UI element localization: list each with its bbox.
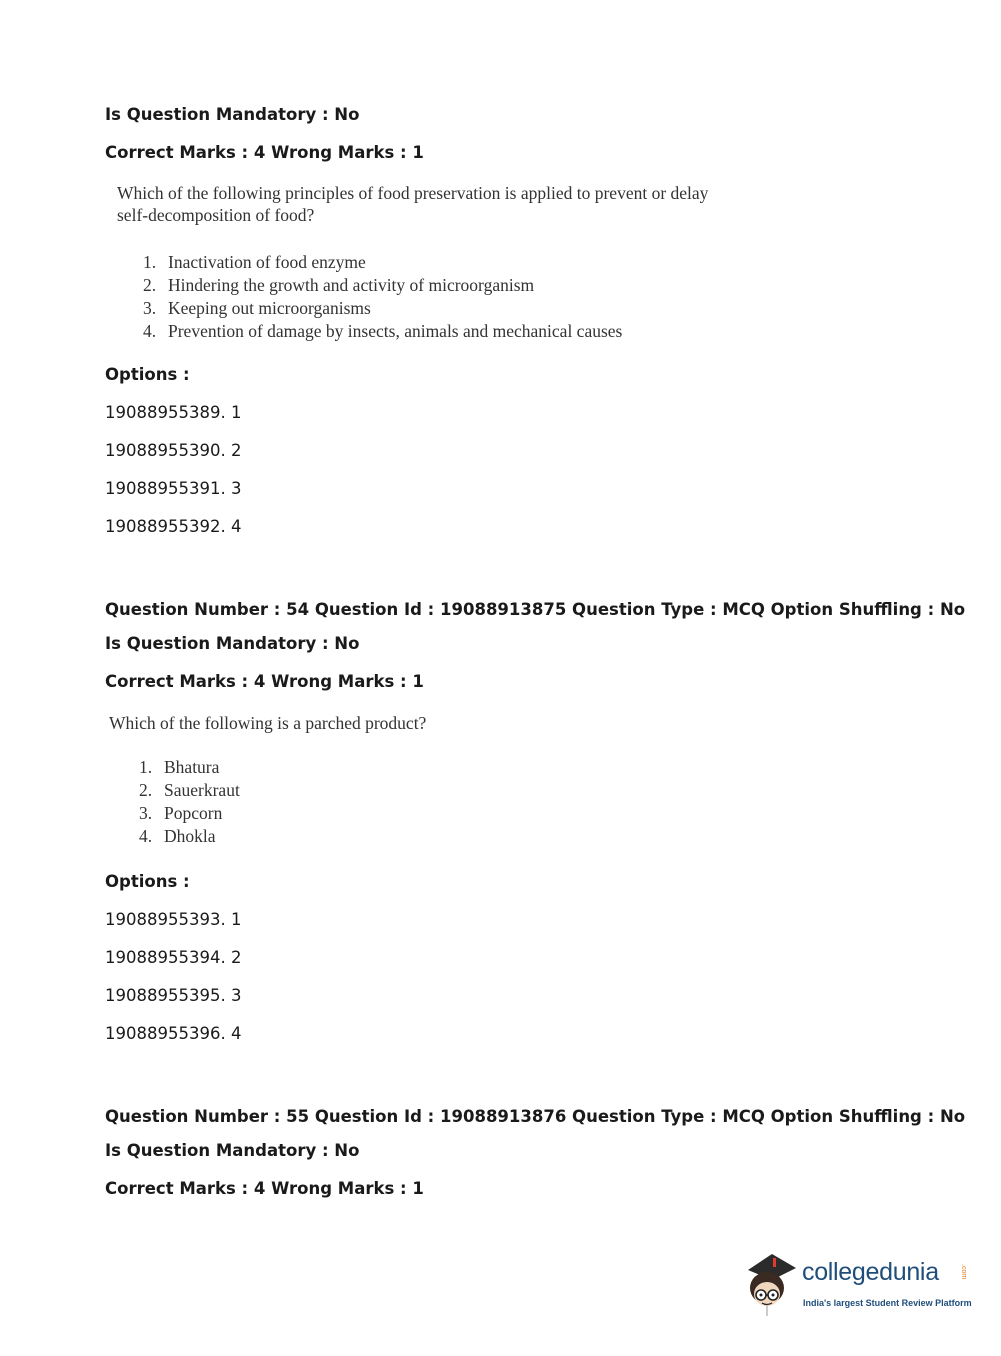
q54-options-label: Options : <box>105 872 190 891</box>
q54-question-image <box>109 712 426 848</box>
q53-stem-line1: Which of the following principles of food preservation is applied to prevent or delay <box>117 183 709 203</box>
q54-choice: 2. Sauerkraut <box>139 780 240 800</box>
q55-marks: Correct Marks : 4 Wrong Marks : 1 <box>105 1179 424 1198</box>
q54-header: Question Number : 54 Question Id : 19088913875 Question Type : MCQ Option Shuffling : No <box>105 600 966 619</box>
q54-stem: Which of the following is a parched product? <box>109 713 427 733</box>
q53-choice: 2. Hindering the growth and activity of microorganism <box>143 275 535 295</box>
q53-option: 19088955389. 1 <box>105 403 242 422</box>
q53-option: 19088955390. 2 <box>105 441 242 460</box>
q53-choice-list <box>143 251 708 343</box>
q55-mandatory: Is Question Mandatory : No <box>105 1141 360 1160</box>
q53-mandatory: Is Question Mandatory : No <box>105 105 360 124</box>
q53-marks: Correct Marks : 4 Wrong Marks : 1 <box>105 143 424 162</box>
q54-mandatory: Is Question Mandatory : No <box>105 634 360 653</box>
q54-choice: 4. Dhokla <box>139 826 216 846</box>
q53-options-label: Options : <box>105 365 190 384</box>
logo-tagline: India's largest Student Review Platform <box>803 1298 972 1308</box>
logo-com: .com <box>960 1264 967 1280</box>
q54-option: 19088955396. 4 <box>105 1024 242 1043</box>
q53-stem-line2: self-decomposition of food? <box>117 205 315 225</box>
q53-choice: 3. Keeping out microorganisms <box>143 298 371 318</box>
q54-choice-list <box>139 756 426 848</box>
q54-choice: 1. Bhatura <box>139 757 220 777</box>
q54-option: 19088955393. 1 <box>105 910 242 929</box>
mascot-icon <box>742 1250 802 1320</box>
collegedunia-logo <box>742 1250 972 1320</box>
q53-choice: 4. Prevention of damage by insects, animals and mechanical causes <box>143 321 623 341</box>
q54-option: 19088955395. 3 <box>105 986 242 1005</box>
q54-option: 19088955394. 2 <box>105 948 242 967</box>
q53-choice: 1. Inactivation of food enzyme <box>143 252 366 272</box>
q53-option: 19088955391. 3 <box>105 479 242 498</box>
q54-choice: 3. Popcorn <box>139 803 223 823</box>
logo-wordmark: collegedunia <box>802 1258 939 1286</box>
q54-marks: Correct Marks : 4 Wrong Marks : 1 <box>105 672 424 691</box>
q53-question-image <box>117 182 708 343</box>
q55-header: Question Number : 55 Question Id : 19088913876 Question Type : MCQ Option Shuffling : No <box>105 1107 966 1126</box>
q53-option: 19088955392. 4 <box>105 517 242 536</box>
